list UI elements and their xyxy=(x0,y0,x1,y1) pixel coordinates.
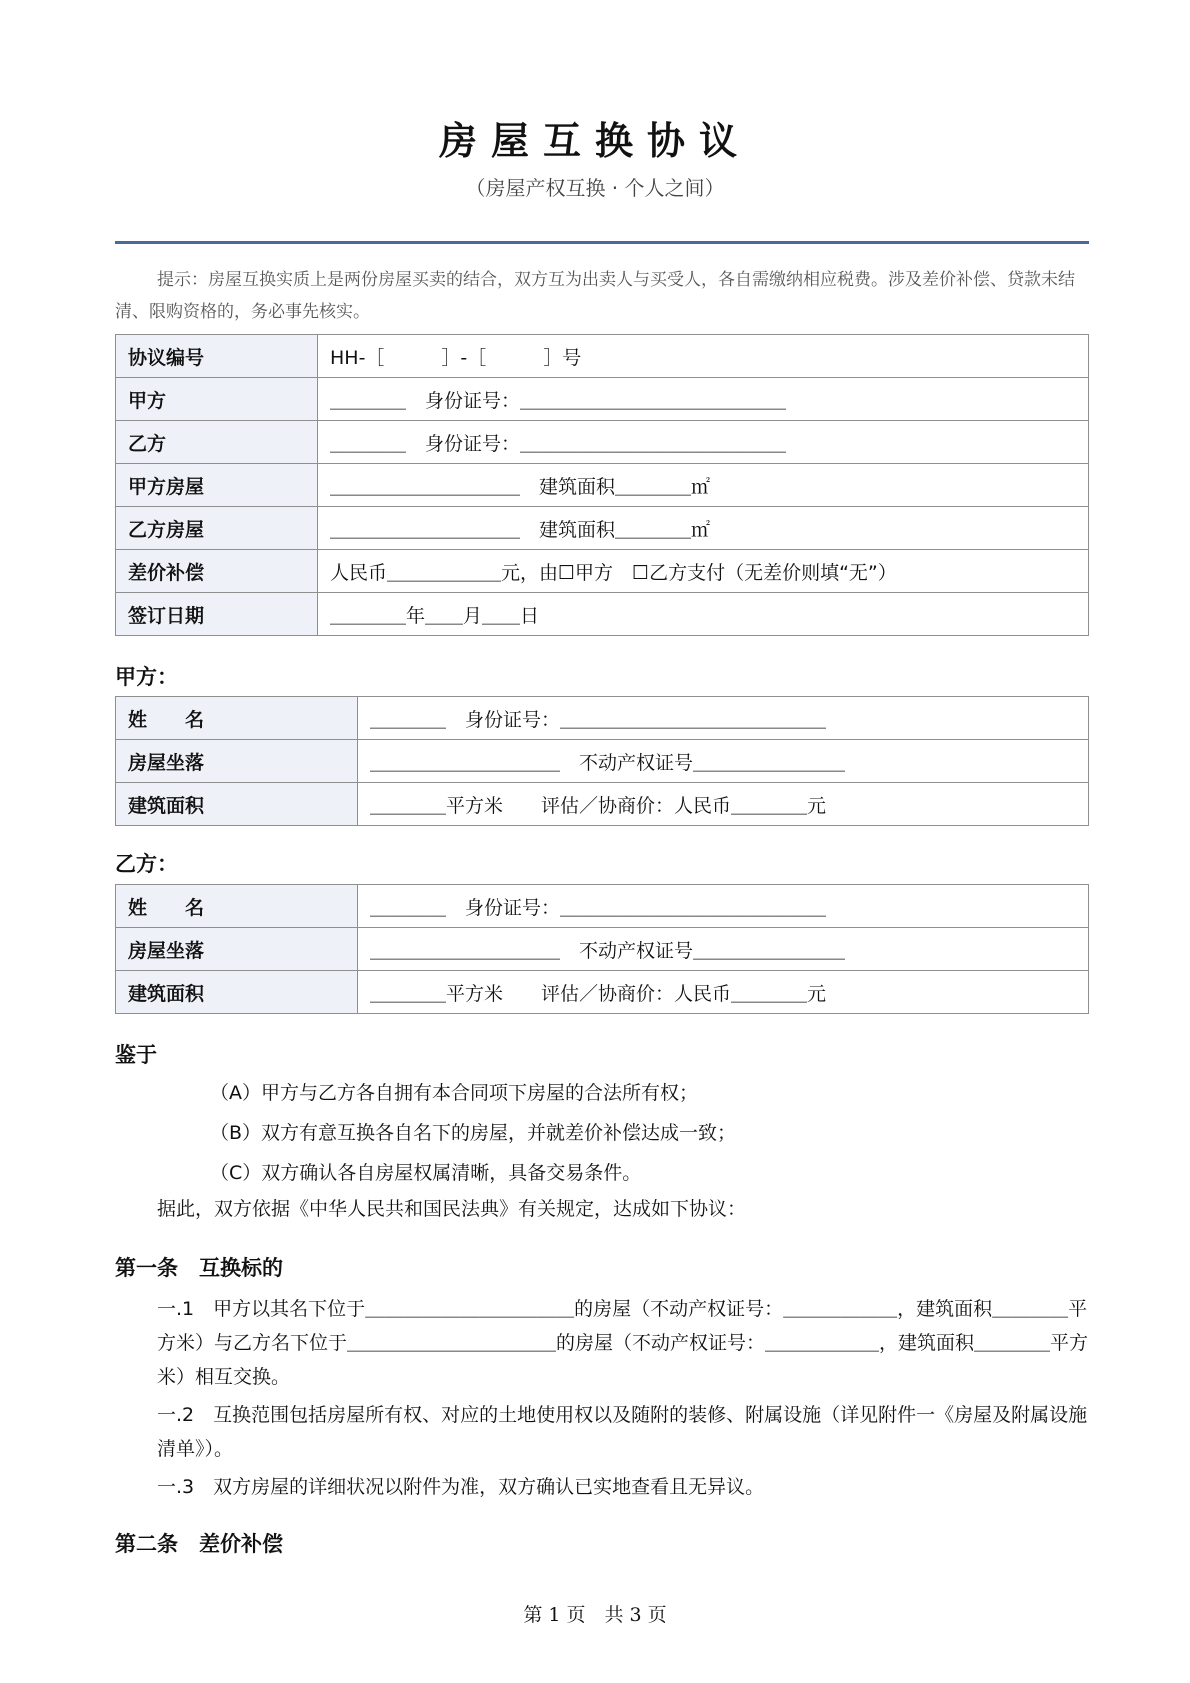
table-row xyxy=(116,550,1089,593)
article-1-clause-3: 一.3 双方房屋的详细状况以附件为准，双方确认已实地查看且无异议。 xyxy=(157,1476,765,1498)
summary-table xyxy=(115,334,1089,636)
article-2-heading: 第二条 差价补偿 xyxy=(115,1532,283,1556)
table-row xyxy=(116,783,1089,826)
table-row xyxy=(116,335,1089,378)
document-subtitle: （房屋产权互换 · 个人之间） xyxy=(465,176,725,200)
row-value[interactable]: ＿＿＿＿＿＿＿＿＿＿ 建筑面积＿＿＿＿㎡ xyxy=(318,464,1089,507)
row-value[interactable]: ＿＿＿＿平方米 评估／协商价：人民币＿＿＿＿元 xyxy=(358,971,1089,1014)
row-label: 签订日期 xyxy=(116,593,318,636)
title-divider xyxy=(115,241,1089,244)
table-row xyxy=(116,697,1089,740)
party-b-table xyxy=(115,884,1089,1014)
recital-item: （C）双方确认各自房屋权属清晰，具备交易条件。 xyxy=(210,1162,642,1184)
party-a-table xyxy=(115,696,1089,826)
row-label: 协议编号 xyxy=(116,335,318,378)
table-row xyxy=(116,593,1089,636)
recital-item: （A）甲方与乙方各自拥有本合同项下房屋的合法所有权； xyxy=(210,1082,698,1104)
row-label: 姓 名 xyxy=(116,885,358,928)
article-1-clause-2: 一.2 互换范围包括房屋所有权、对应的土地使用权以及随附的装修、附属设施（详见附件一《房屋及附属设施清单》）。 xyxy=(157,1404,1088,1460)
row-label: 甲方 xyxy=(116,378,318,421)
row-value[interactable]: HH-［ ］-［ ］号 xyxy=(318,335,1089,378)
table-row xyxy=(116,928,1089,971)
table-row xyxy=(116,464,1089,507)
recitals-heading: 鉴于 xyxy=(115,1043,157,1067)
row-label: 姓 名 xyxy=(116,697,358,740)
row-label: 房屋坐落 xyxy=(116,928,358,971)
article-1-clause-1: 一.1 甲方以其名下位于＿＿＿＿＿＿＿＿＿＿＿的房屋（不动产权证号：＿＿＿＿＿＿，建筑面积＿＿＿＿平方米）与乙方名下位于＿＿＿＿＿＿＿＿＿＿＿的房屋（不动产权证号：＿＿＿＿＿＿，建筑面积＿＿＿＿平方米）相互交换。 xyxy=(157,1298,1089,1388)
table-row xyxy=(116,885,1089,928)
table-row xyxy=(116,378,1089,421)
row-value[interactable]: ＿＿＿＿＿＿＿＿＿＿ 建筑面积＿＿＿＿㎡ xyxy=(318,507,1089,550)
row-label: 房屋坐落 xyxy=(116,740,358,783)
row-value[interactable]: ＿＿＿＿ 身份证号：＿＿＿＿＿＿＿＿＿＿＿＿＿＿ xyxy=(318,378,1089,421)
row-label: 建筑面积 xyxy=(116,783,358,826)
row-value[interactable]: ＿＿＿＿年＿＿月＿＿日 xyxy=(318,593,1089,636)
recital-item: （B）双方有意互换各自名下的房屋，并就差价补偿达成一致； xyxy=(210,1122,737,1144)
page-number: 第 1 页 共 3 页 xyxy=(523,1604,667,1626)
table-row xyxy=(116,507,1089,550)
row-value[interactable]: ＿＿＿＿ 身份证号：＿＿＿＿＿＿＿＿＿＿＿＿＿＿ xyxy=(318,421,1089,464)
article-1-heading: 第一条 互换标的 xyxy=(115,1256,283,1280)
row-label: 差价补偿 xyxy=(116,550,318,593)
row-label: 乙方房屋 xyxy=(116,507,318,550)
table-row xyxy=(116,971,1089,1014)
table-row xyxy=(116,740,1089,783)
row-value[interactable]: ＿＿＿＿ 身份证号：＿＿＿＿＿＿＿＿＿＿＿＿＿＿ xyxy=(358,885,1089,928)
tip-paragraph: 提示：房屋互换实质上是两份房屋买卖的结合，双方互为出卖人与买受人，各自需缴纳相应税费。涉及差价补偿、贷款未结清、限购资格的，务必事先核实。 xyxy=(115,270,1075,322)
row-label: 建筑面积 xyxy=(116,971,358,1014)
row-value[interactable]: ＿＿＿＿平方米 评估／协商价：人民币＿＿＿＿元 xyxy=(358,783,1089,826)
table-row xyxy=(116,421,1089,464)
document-title: 房屋互换协议 xyxy=(438,119,751,163)
party-b-heading: 乙方： xyxy=(115,852,178,876)
recitals-conclusion: 据此，双方依据《中华人民共和国民法典》有关规定，达成如下协议： xyxy=(157,1198,747,1220)
row-label: 乙方 xyxy=(116,421,318,464)
party-a-heading: 甲方： xyxy=(115,665,178,689)
row-value[interactable]: 人民币＿＿＿＿＿＿元，由☐甲方 ☐乙方支付（无差价则填“无”） xyxy=(318,550,1089,593)
row-value[interactable]: ＿＿＿＿ 身份证号：＿＿＿＿＿＿＿＿＿＿＿＿＿＿ xyxy=(358,697,1089,740)
row-value[interactable]: ＿＿＿＿＿＿＿＿＿＿ 不动产权证号＿＿＿＿＿＿＿＿ xyxy=(358,928,1089,971)
row-value[interactable]: ＿＿＿＿＿＿＿＿＿＿ 不动产权证号＿＿＿＿＿＿＿＿ xyxy=(358,740,1089,783)
row-label: 甲方房屋 xyxy=(116,464,318,507)
